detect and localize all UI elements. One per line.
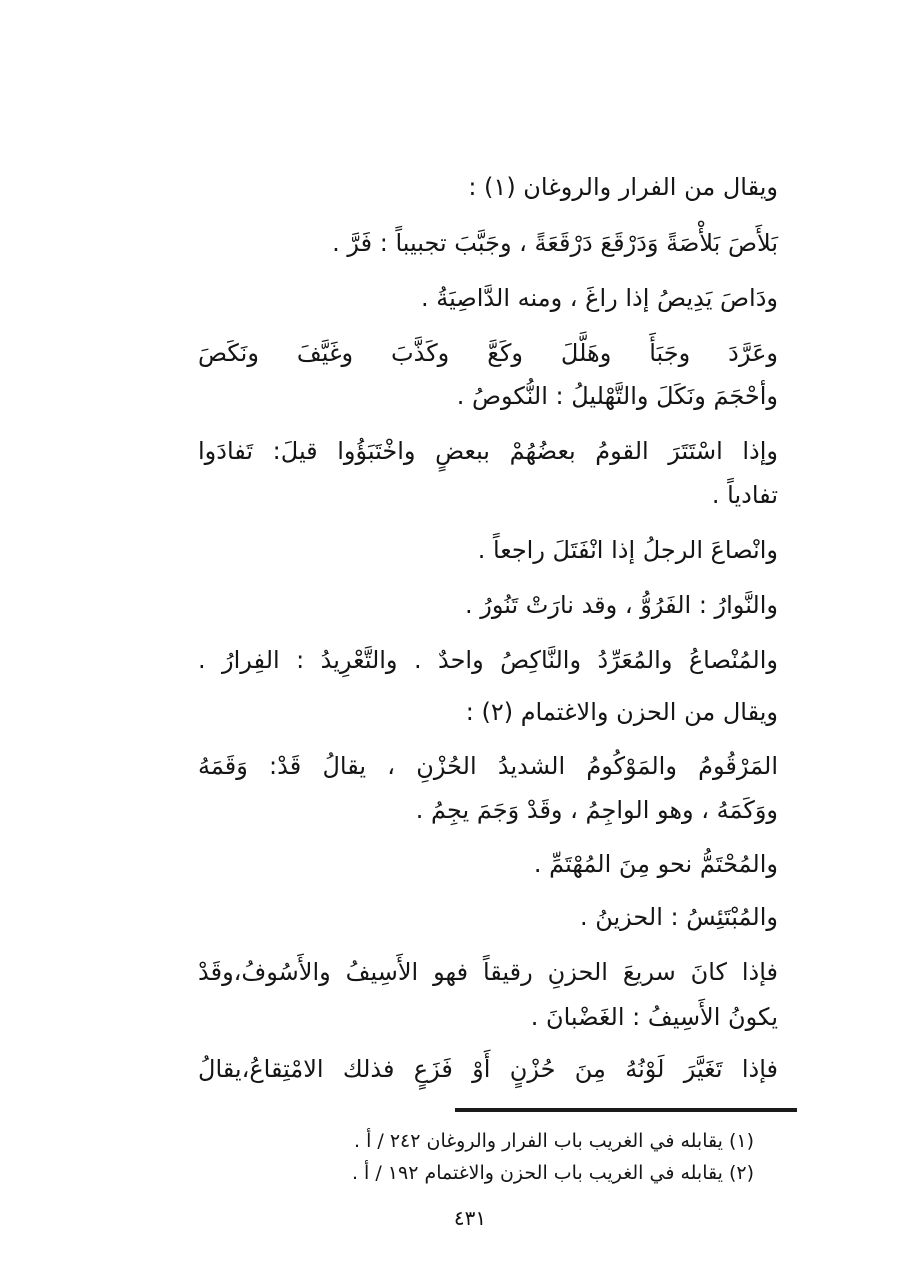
page-number: ٤٣١	[453, 1206, 487, 1230]
section-heading: ويقال من الفرار والروغان (١) :	[468, 173, 778, 201]
text-line: فإذا كانَ سريعَ الحزنِ رقيقاً فهو الأَسِيفُ والأَسُوفُ،وقَدْ	[198, 958, 778, 986]
text-line: وإذا اسْتَتَرَ القومُ بعضُهُمْ ببعضٍ واخْتَبَؤُوا قيلَ: تَفادَوا	[198, 437, 778, 465]
text-line: المَرْقُومُ والمَوْكُومُ الشديدُ الحُزْنِ ، يقالُ قَدْ: وَقَمَهُ	[198, 752, 778, 780]
footnote: (١) يقابله في الغريب باب الفرار والروغان ٢٤٢ / أ .	[354, 1130, 754, 1152]
text-line: تفادياً .	[711, 481, 778, 509]
footnote-separator	[455, 1108, 797, 1112]
text-line: ودَاصَ يَدِيصُ إذا راغَ ، ومنه الدَّاصِيَةُ .	[421, 284, 778, 312]
text-line: ووَكَمَهُ ، وهو الواجِمُ ، وقَدْ وَجَمَ يجِمُ .	[415, 796, 778, 824]
text-line: وعَرَّدَ وجَبَأَ وهَلَّلَ وكَعَّ وكَذَّبَ وغَيَّفَ ونَكَصَ	[198, 339, 778, 367]
text-line: والمُنْصاعُ والمُعَرِّدُ والنَّاكِصُ واحدٌ . والتَّعْرِيدُ : الفِرارُ .	[198, 646, 778, 674]
text-line: والمُبْتَئِسُ : الحزينُ .	[579, 903, 778, 931]
text-line: والنَّوارُ : الفَرُوُّ ، وقد نارَتْ تَنُورُ .	[464, 591, 778, 619]
text-line: وأحْجَمَ ونَكَلَ والتَّهْليلُ : النُّكوصُ .	[456, 382, 778, 410]
text-line: والمُحْتَمُّ نحو مِنَ المُهْتَمِّ .	[533, 850, 778, 878]
footnote: (٢) يقابله في الغريب باب الحزن والاغتمام ١٩٢ / أ .	[351, 1162, 754, 1184]
text-line: يكونُ الأَسِيفُ : الغَضْبانَ .	[530, 1003, 778, 1031]
section-heading: ويقال من الحزن والاغتمام (٢) :	[465, 698, 778, 726]
text-line: فإذا تَغَيَّرَ لَوْنُهُ مِنَ حُزْنٍ أَوْ فَزَعٍ فذلك الامْتِقاعُ،يقالُ	[198, 1055, 778, 1083]
text-line: وانْصاعَ الرجلُ إذا انْفَتَلَ راجعاً .	[477, 536, 778, 564]
text-line: بَلأَصَ بَلأْصَةً وَدَرْقَعَ دَرْقَعَةً ، وجَبَّبَ تجبيباً : فَرَّ .	[332, 229, 778, 257]
